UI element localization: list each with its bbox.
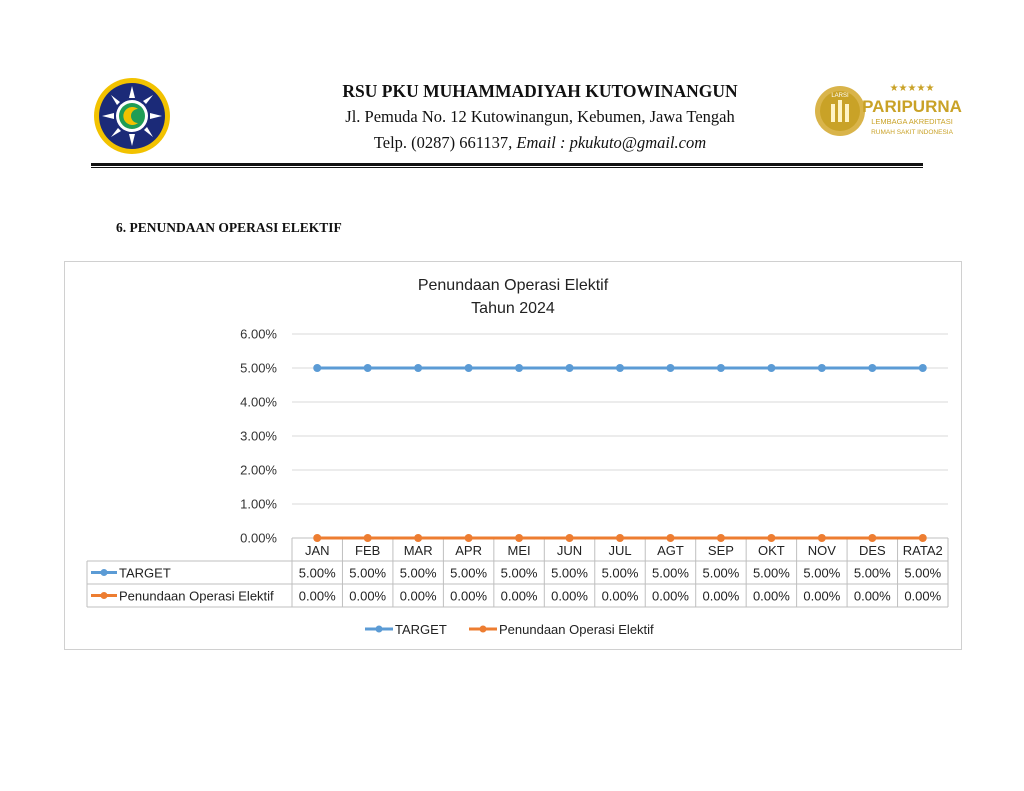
rating-stars: ★★★★★ <box>889 83 935 94</box>
phone-number: Telp. (0287) 661137, <box>373 133 517 152</box>
y-tick-label: 1.00% <box>240 496 277 512</box>
x-category-label: MEI <box>507 543 531 558</box>
muhammadiyah-logo <box>92 76 172 156</box>
data-point <box>919 534 927 542</box>
data-point <box>364 534 372 542</box>
table-value-cell: 5.00% <box>298 565 336 581</box>
data-point <box>868 534 876 542</box>
table-value-cell: 5.00% <box>853 565 891 581</box>
larsi-brand: LARSI <box>831 93 849 99</box>
x-category-label: MAR <box>403 543 433 558</box>
email-address: Email : pkukuto@gmail.com <box>516 133 707 152</box>
y-tick-label: 2.00% <box>240 462 277 478</box>
letterhead <box>250 78 830 156</box>
table-legend-key-marker <box>101 592 108 599</box>
table-series-name: TARGET <box>119 565 171 581</box>
data-point <box>465 364 473 372</box>
table-value-cell: 5.00% <box>551 565 588 581</box>
data-point <box>313 534 321 542</box>
y-tick-label: 3.00% <box>240 428 277 444</box>
table-value-cell: 5.00% <box>752 565 790 581</box>
paripurna-title: PARIPURNA <box>862 97 962 116</box>
table-value-cell: 5.00% <box>652 565 689 581</box>
header-divider-thin <box>91 167 923 168</box>
x-category-label: JUL <box>608 543 632 558</box>
y-tick-label: 5.00% <box>240 360 277 376</box>
x-category-label: NOV <box>807 543 836 558</box>
institution-name: RSU PKU MUHAMMADIYAH KUTOWINANGUN <box>342 81 738 101</box>
data-point <box>616 364 624 372</box>
x-category-label: OKT <box>758 543 785 558</box>
table-legend-key-marker <box>101 569 108 576</box>
data-point <box>767 534 775 542</box>
header-divider-thick <box>91 163 923 166</box>
x-category-label: DES <box>858 543 886 558</box>
data-point <box>515 534 523 542</box>
data-point <box>414 534 422 542</box>
data-point <box>868 364 876 372</box>
table-value-cell: 0.00% <box>652 588 689 604</box>
paripurna-accreditation-logo <box>812 80 967 142</box>
data-point <box>717 364 725 372</box>
x-category-label: APR <box>455 543 482 558</box>
legend-key-marker <box>480 626 487 633</box>
legend-label: Penundaan Operasi Elektif <box>499 622 654 637</box>
table-value-cell: 5.00% <box>399 565 437 581</box>
legend-key-marker <box>376 626 383 633</box>
table-value-cell: 0.00% <box>399 588 437 604</box>
table-value-cell: 0.00% <box>601 588 639 604</box>
data-point <box>364 364 372 372</box>
data-point <box>414 364 422 372</box>
table-value-cell: 0.00% <box>500 588 538 604</box>
data-point <box>717 534 725 542</box>
chart-container <box>64 261 962 650</box>
institution-contact <box>250 130 830 156</box>
table-value-cell: 0.00% <box>803 588 841 604</box>
y-tick-label: 6.00% <box>240 326 277 342</box>
institution-address: Jl. Pemuda No. 12 Kutowinangun, Kebumen, Jawa Tengah <box>345 107 735 126</box>
chart-subtitle: Tahun 2024 <box>471 300 555 317</box>
table-value-cell: 0.00% <box>702 588 740 604</box>
data-point <box>313 364 321 372</box>
table-value-cell: 5.00% <box>349 565 387 581</box>
data-point <box>566 364 574 372</box>
x-category-label: AGT <box>657 543 684 558</box>
data-point <box>616 534 624 542</box>
accreditation-line2: RUMAH SAKIT INDONESIA <box>871 129 953 136</box>
accreditation-line1: LEMBAGA AKREDITASI <box>871 117 953 126</box>
table-value-cell: 5.00% <box>601 565 639 581</box>
data-point <box>465 534 473 542</box>
table-value-cell: 5.00% <box>904 565 942 581</box>
table-value-cell: 0.00% <box>349 588 387 604</box>
table-value-cell: 0.00% <box>450 588 488 604</box>
table-value-cell: 5.00% <box>450 565 488 581</box>
table-value-cell: 0.00% <box>298 588 336 604</box>
table-series-name: Penundaan Operasi Elektif <box>119 588 274 604</box>
table-value-cell: 0.00% <box>904 588 942 604</box>
table-value-cell: 0.00% <box>752 588 790 604</box>
table-value-cell: 5.00% <box>500 565 538 581</box>
data-point <box>515 364 523 372</box>
data-point <box>818 534 826 542</box>
table-value-cell: 0.00% <box>551 588 588 604</box>
table-value-cell: 5.00% <box>702 565 740 581</box>
data-point <box>818 364 826 372</box>
x-category-label: JAN <box>304 543 330 558</box>
table-value-cell: 5.00% <box>803 565 841 581</box>
x-category-label: RATA2 <box>902 543 943 558</box>
data-point <box>666 364 674 372</box>
section-title: 6. PENUNDAAN OPERASI ELEKTIF <box>116 220 342 235</box>
line-chart <box>65 262 961 649</box>
data-point <box>767 364 775 372</box>
chart-title: Penundaan Operasi Elektif <box>417 277 609 294</box>
table-value-cell: 0.00% <box>853 588 891 604</box>
y-tick-label: 0.00% <box>240 530 277 546</box>
x-category-label: FEB <box>355 543 381 558</box>
y-tick-label: 4.00% <box>240 394 277 410</box>
legend-label: TARGET <box>395 622 447 637</box>
x-category-label: JUN <box>556 543 583 558</box>
data-point <box>919 364 927 372</box>
x-category-label: SEP <box>707 543 734 558</box>
data-point <box>566 534 574 542</box>
data-point <box>666 534 674 542</box>
